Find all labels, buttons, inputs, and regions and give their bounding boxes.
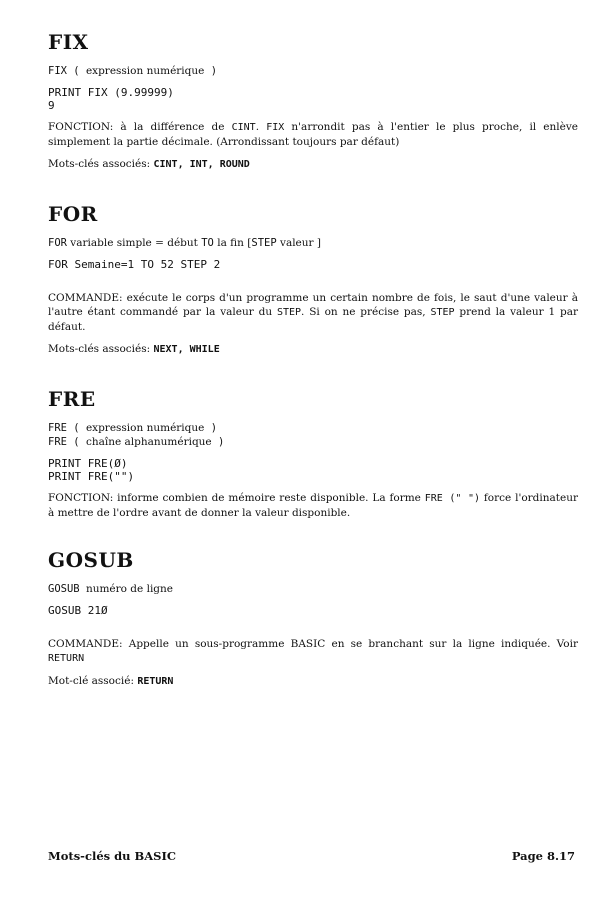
description: [48, 637, 578, 666]
syntax-keyword: STEP: [251, 237, 277, 249]
entry-for: [48, 202, 578, 357]
syntax-keyword: FOR: [48, 237, 67, 249]
description-label: FONCTION:: [48, 492, 114, 504]
page-footer: [48, 849, 575, 863]
related-keywords: [48, 674, 578, 689]
description-text: Appelle un sous-programme BASIC en se branchant sur la ligne indiquée. Voir: [128, 638, 578, 650]
related-label: Mots-clés associés:: [48, 158, 151, 170]
syntax-argument: la fin [: [213, 237, 252, 249]
syntax-argument: chaîne alphanumérique: [85, 436, 212, 448]
syntax-keyword: GOSUB: [48, 583, 80, 595]
entry-fix: [48, 30, 578, 172]
entry-gosub: [48, 548, 578, 689]
description-text: à la différence de: [120, 121, 232, 133]
inline-keyword: RETURN: [48, 653, 85, 664]
inline-keyword: FRE (" "): [424, 493, 481, 504]
related-list: NEXT, WHILE: [153, 344, 220, 355]
syntax-argument: variable simple = début: [66, 237, 202, 249]
related-list: RETURN: [137, 676, 174, 687]
syntax-line: [48, 236, 578, 250]
related-keywords: [48, 342, 578, 357]
description-text: n'arrondit pas à l'entier le plus proche, il enlève simplement la partie décimale. (Arrondissant toujours par défaut): [48, 121, 578, 148]
footer-section-title: Mots-clés du BASIC: [48, 849, 177, 863]
syntax-argument: expression numérique: [85, 65, 205, 77]
example-line: FOR Semaine=1 TO 52 STEP 2: [48, 258, 221, 271]
syntax-line: [48, 64, 578, 78]
syntax-keyword: FIX (: [48, 65, 80, 77]
entry-fre: [48, 387, 578, 520]
description-text: force l'ordinateur à mettre de l'ordre avant de donner la valeur disponible.: [48, 492, 579, 519]
keyword-title: FIX: [48, 30, 89, 54]
inline-keyword: CINT: [231, 122, 256, 133]
description: [48, 491, 578, 520]
description-text: exécute le corps d'un programme un certain nombre de fois, le saut d'une valeur à l'autre étant commandé par la valeur du: [48, 292, 578, 318]
keyword-title: FRE: [48, 387, 96, 411]
description: [48, 291, 578, 334]
example-line: PRINT FIX (9.99999): [48, 86, 174, 99]
footer-page-number: Page 8.17: [511, 849, 575, 863]
keyword-title: GOSUB: [48, 548, 134, 572]
manual-page: [48, 30, 578, 689]
keyword-title: FOR: [48, 202, 98, 226]
example-line: GOSUB 21Ø: [48, 604, 108, 617]
syntax-line: [48, 421, 578, 435]
related-list: CINT, INT, ROUND: [153, 159, 250, 170]
syntax-keyword: FRE (: [48, 436, 80, 448]
syntax-argument: numéro de ligne: [85, 583, 173, 595]
example-output: 9: [48, 99, 55, 112]
related-keywords: [48, 157, 578, 172]
syntax-line: [48, 582, 578, 596]
description-text: informe combien de mémoire reste disponible. La forme: [117, 492, 425, 504]
description-label: COMMANDE:: [48, 638, 123, 650]
description: [48, 120, 578, 149]
syntax-line: [48, 435, 578, 449]
syntax-close: ): [217, 436, 225, 448]
syntax-close: ): [210, 65, 218, 77]
syntax-argument: expression numérique: [85, 422, 205, 434]
syntax-argument: valeur ]: [276, 237, 321, 249]
related-label: Mots-clés associés:: [48, 343, 151, 355]
example-line: PRINT FRE(""): [48, 470, 135, 483]
example-line: PRINT FRE(Ø): [48, 457, 128, 470]
inline-keyword: STEP: [430, 307, 455, 318]
inline-keyword: FIX: [266, 122, 285, 133]
description-label: COMMANDE:: [48, 292, 123, 304]
syntax-keyword: FRE (: [48, 422, 80, 434]
description-text: prend la valeur 1 par défaut.: [48, 306, 578, 333]
syntax-keyword: TO: [201, 237, 214, 249]
description-label: FONCTION:: [48, 121, 114, 133]
description-text: . Si on ne précise pas,: [301, 306, 431, 318]
related-label: Mot-clé associé:: [48, 675, 134, 687]
syntax-close: ): [210, 422, 218, 434]
description-text: .: [255, 121, 267, 133]
inline-keyword: STEP: [276, 307, 302, 318]
